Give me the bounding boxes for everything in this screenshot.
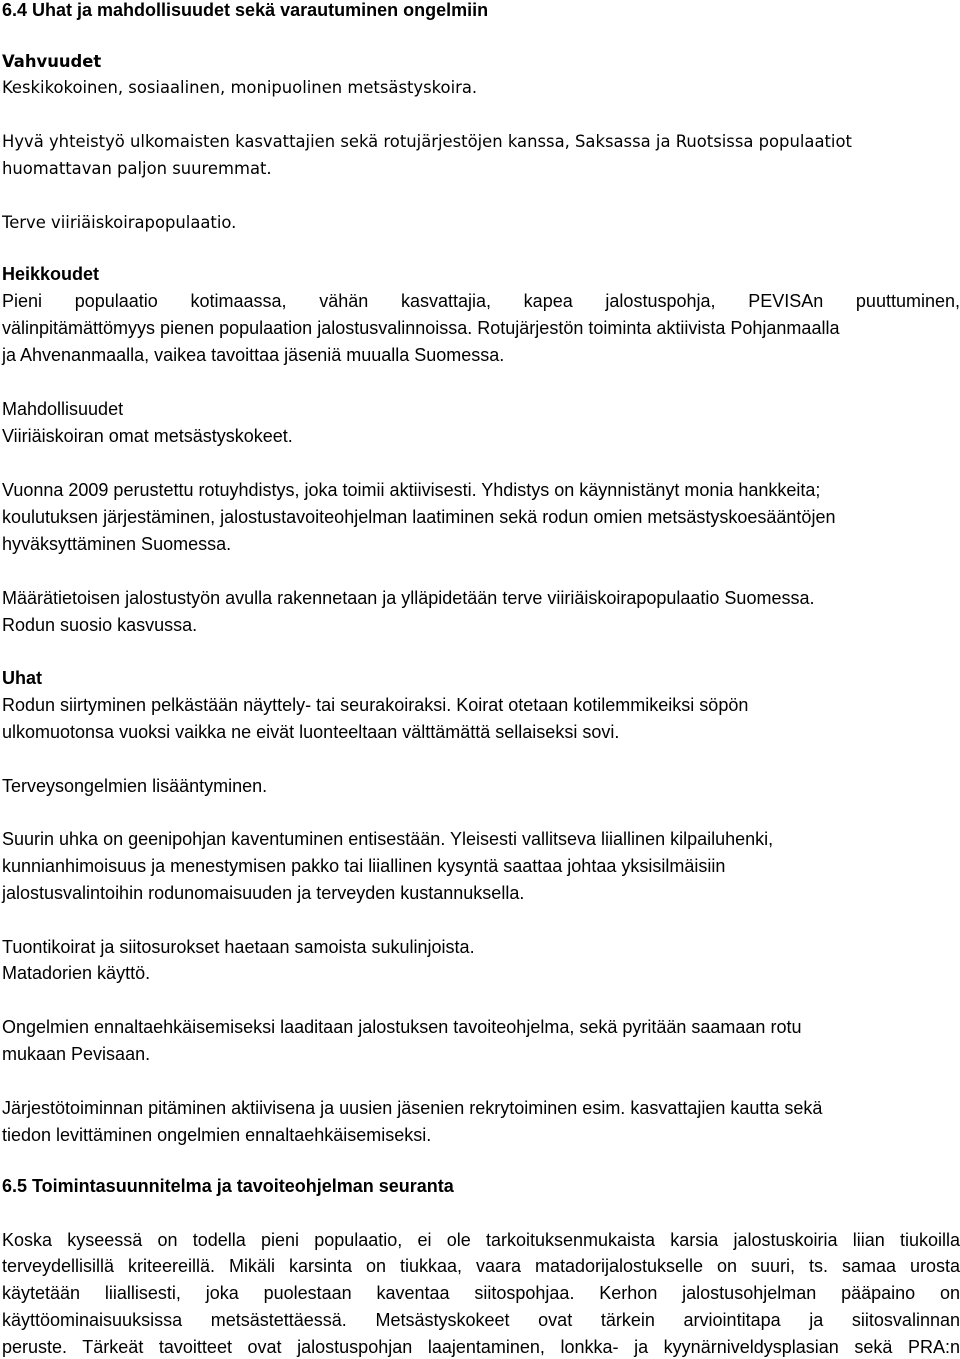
threats-line: Ongelmien ennaltaehkäisemiseksi laaditaan jalostuksen tavoiteohjelma, sekä pyritään saamaan rotu bbox=[2, 1017, 802, 1037]
section2-title: 6.5 Toimintasuunnitelma ja tavoiteohjelman seuranta bbox=[2, 1176, 454, 1196]
opportunities-line: Määrätietoisen jalostustyön avulla rakennetaan ja ylläpidetään terve viiriäiskoirapopulaatio Suomessa. bbox=[2, 588, 815, 608]
opportunities-line: hyväksyttäminen Suomessa. bbox=[2, 534, 232, 554]
section2-line: käytetään liiallisesti, joka puolestaan kaventaa siitospohjaa. Kerhon jalostusohjelman pääpaino on bbox=[2, 1283, 960, 1303]
threats-line: Matadorien käyttö. bbox=[2, 963, 151, 983]
threats-line: Järjestötoiminnan pitäminen aktiivisena ja uusien jäsenien rekrytoiminen esim. kasvattajien kautta sekä bbox=[2, 1098, 823, 1118]
threats-line: jalostusvalintoihin rodunomaisuuden ja terveyden kustannuksella. bbox=[2, 883, 525, 903]
section2-line: käyttöominaisuuksissa metsästettäessä. Metsästyskokeet ovat tärkein arviointitapa ja siitosvalinnan bbox=[2, 1310, 960, 1330]
opportunities-heading: Mahdollisuudet bbox=[2, 399, 124, 419]
threats-line: mukaan Pevisaan. bbox=[2, 1044, 151, 1064]
threats-line: kunnianhimoisuus ja menestymisen pakko tai liiallinen kysyntä saattaa johtaa yksisilmäisiin bbox=[2, 856, 726, 876]
opportunities-line: Rodun suosio kasvussa. bbox=[2, 615, 198, 635]
section2-line: Koska kyseessä on todella pieni populaatio, ei ole tarkoituksenmukaista karsia jalostuskoiria liian tiukoilla bbox=[2, 1230, 960, 1250]
strengths-heading: Vahvuudet bbox=[2, 52, 102, 71]
section2-line: terveydellisillä kriteereillä. Mikäli karsinta on tiukkaa, vaara matadorijalostukselle on suuri, ts. samaa urosta bbox=[2, 1256, 960, 1276]
threats-line: Tuontikoirat ja siitosurokset haetaan samoista sukulinjoista. bbox=[2, 937, 475, 957]
threats-line: Terveysongelmien lisääntyminen. bbox=[2, 776, 268, 796]
threats-line: tiedon levittäminen ongelmien ennaltaehkäisemiseksi. bbox=[2, 1125, 432, 1145]
weaknesses-line: Pieni populaatio kotimaassa, vähän kasvattajia, kapea jalostuspohja, PEVISAn puuttuminen, bbox=[2, 291, 960, 311]
opportunities-line: Vuonna 2009 perustettu rotuyhdistys, joka toimii aktiivisesti. Yhdistys on käynnistänyt monia hankkeita; bbox=[2, 480, 821, 500]
threats-line: Suurin uhka on geenipohjan kaventuminen entisestään. Yleisesti vallitseva liiallinen kilpailuhenki, bbox=[2, 829, 774, 849]
section2-line: peruste. Tärkeät tavoitteet ovat jalostuspohjan laajentaminen, lonkka- ja kyynärniveldysplasian sekä PRA:n bbox=[2, 1337, 960, 1357]
strengths-line: Hyvä yhteistyö ulkomaisten kasvattajien sekä rotujärjestöjen kanssa, Saksassa ja Ruotsissa populaatiot bbox=[2, 132, 852, 151]
strengths-line: Terve viiriäiskoirapopulaatio. bbox=[2, 213, 237, 232]
strengths-line: Keskikokoinen, sosiaalinen, monipuolinen metsästyskoira. bbox=[2, 78, 478, 97]
strengths-line: huomattavan paljon suuremmat. bbox=[2, 159, 272, 178]
opportunities-line: koulutuksen järjestäminen, jalostustavoiteohjelman laatiminen sekä rodun omien metsästyskoesääntöjen bbox=[2, 507, 836, 527]
threats-line: Rodun siirtyminen pelkästään näyttely- tai seurakoiraksi. Koirat otetaan kotilemmikeiksi söpön bbox=[2, 695, 749, 715]
weaknesses-line: ja Ahvenanmaalla, vaikea tavoittaa jäseniä muualla Suomessa. bbox=[2, 345, 505, 365]
threats-heading: Uhat bbox=[2, 668, 42, 688]
weaknesses-line: välinpitämättömyys pienen populaation jalostusvalinnoissa. Rotujärjestön toiminta aktiivista Pohjanmaalla bbox=[2, 318, 840, 338]
opportunities-line: Viiriäiskoiran omat metsästyskokeet. bbox=[2, 426, 293, 446]
section-title: 6.4 Uhat ja mahdollisuudet sekä varautuminen ongelmiin bbox=[2, 0, 489, 20]
threats-line: ulkomuotonsa vuoksi vaikka ne eivät luonteeltaan välttämättä sellaiseksi sovi. bbox=[2, 722, 620, 742]
weaknesses-heading: Heikkoudet bbox=[2, 264, 100, 284]
